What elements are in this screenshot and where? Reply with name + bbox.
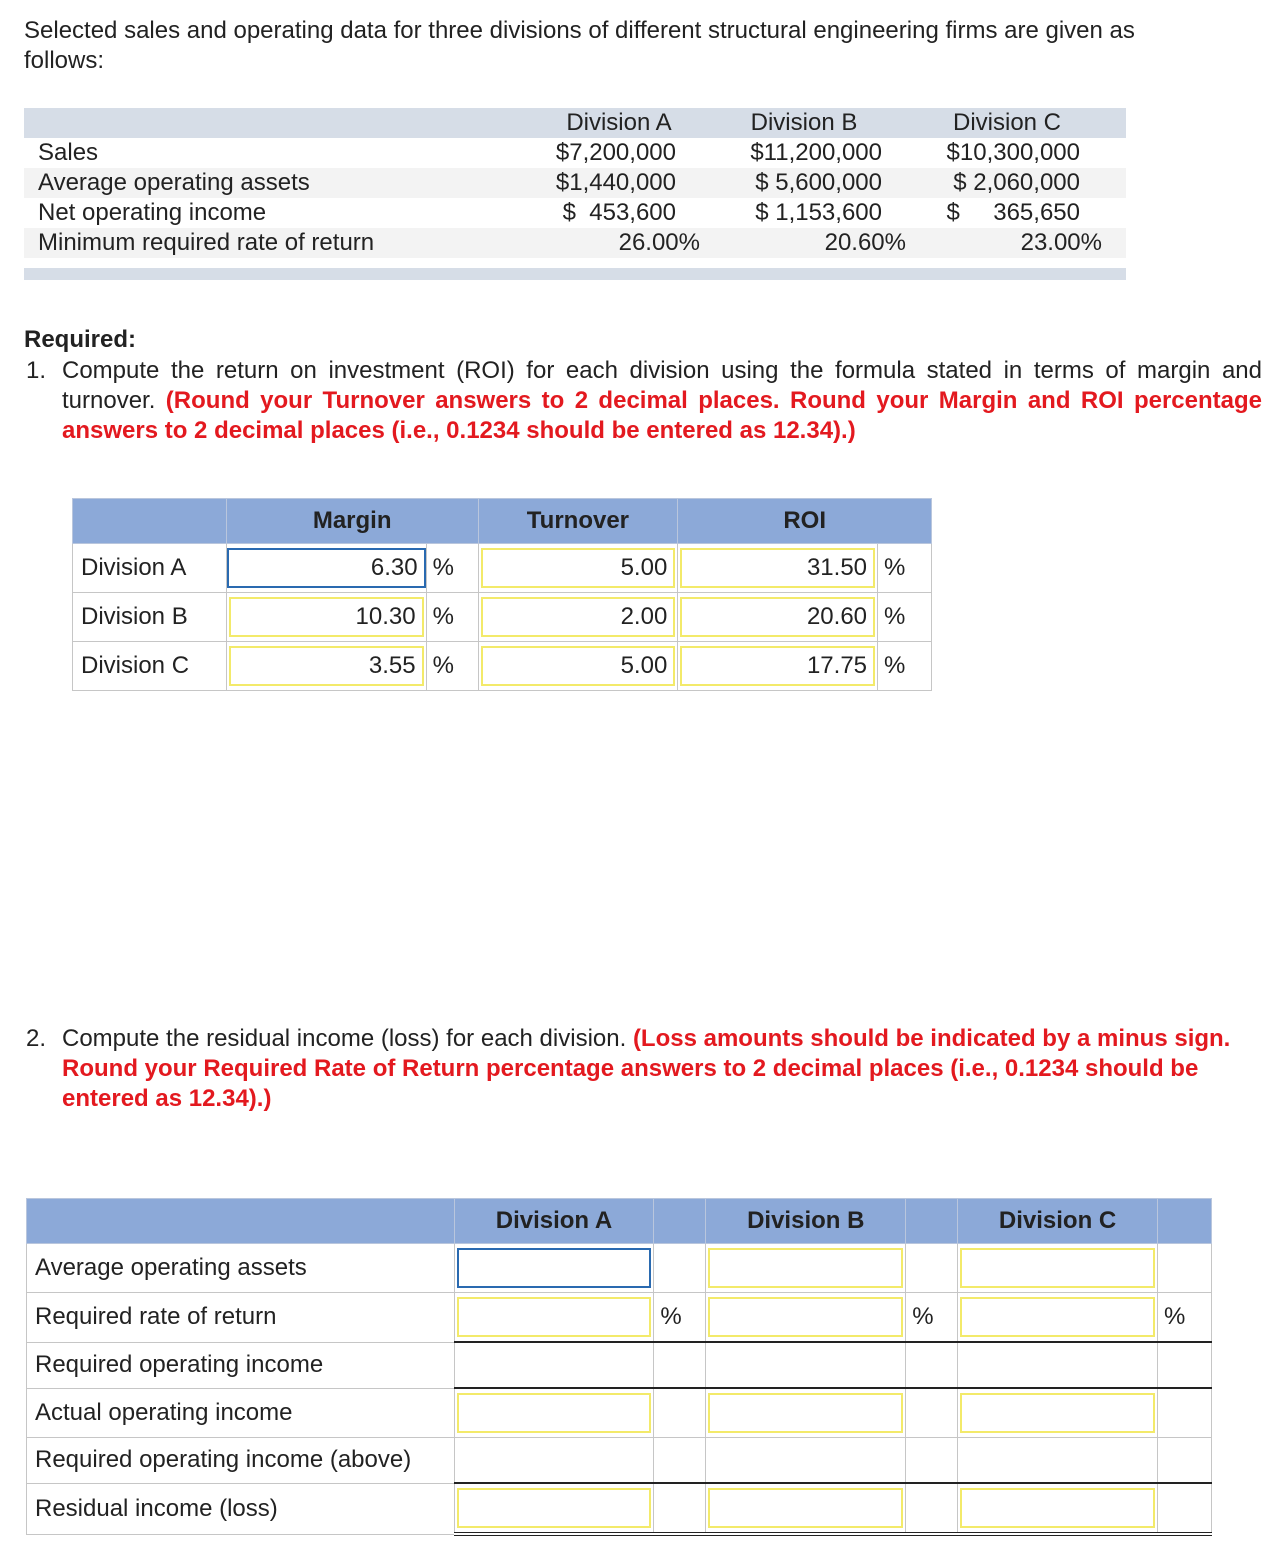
table-row bbox=[27, 1293, 1212, 1343]
residual-income-input-b[interactable] bbox=[708, 1488, 903, 1528]
turnover-input-b[interactable]: 2.00 bbox=[481, 597, 676, 637]
assets-input-b[interactable] bbox=[708, 1248, 903, 1288]
header-division-c: Division C bbox=[958, 1199, 1158, 1244]
value-b: $ 5,600,000 bbox=[755, 169, 882, 196]
header-blank bbox=[27, 1199, 455, 1244]
value-a: $7,200,000 bbox=[555, 139, 676, 166]
roi-table-header bbox=[73, 499, 932, 544]
residual-income-input-a[interactable] bbox=[457, 1488, 652, 1528]
percent-sign: % bbox=[878, 544, 932, 593]
computed-above-c bbox=[958, 1438, 1158, 1484]
data-row-min-return bbox=[24, 228, 1126, 258]
header-division-b: Division B bbox=[706, 1199, 906, 1244]
q2-instruction: Compute the residual income (loss) for each division. bbox=[62, 1025, 627, 1052]
label-actual-operating-income: Actual operating income bbox=[27, 1388, 455, 1438]
percent-sign: % bbox=[906, 1293, 958, 1343]
required-title: Required: bbox=[24, 326, 137, 353]
label-average-operating-assets: Average operating assets bbox=[27, 1244, 455, 1293]
label-required-operating-income: Required operating income bbox=[27, 1342, 455, 1388]
margin-input-a[interactable]: 6.30 bbox=[227, 548, 426, 588]
data-row-assets bbox=[24, 168, 1126, 198]
row-label-division-a: Division A bbox=[73, 544, 227, 593]
q1-number: 1. bbox=[26, 357, 47, 384]
roi-input-a[interactable]: 31.50 bbox=[680, 548, 875, 588]
computed-required-income-a bbox=[454, 1342, 654, 1388]
value-c: $ 2,060,000 bbox=[953, 169, 1080, 196]
value-a: $ 453,600 bbox=[562, 199, 676, 226]
row-label: Minimum required rate of return bbox=[38, 229, 375, 256]
data-table-footer-band bbox=[24, 268, 1126, 280]
row-label: Average operating assets bbox=[38, 169, 310, 196]
assets-input-c[interactable] bbox=[960, 1248, 1155, 1288]
label-required-rate-of-return: Required rate of return bbox=[27, 1293, 455, 1343]
margin-input-c[interactable]: 3.55 bbox=[229, 646, 424, 686]
rate-input-b[interactable] bbox=[708, 1297, 903, 1337]
q2-rounding-note: (Loss amounts should be indicated by a minus sign. Round your Required Rate of Return percentage answers to 2 decimal places (i.e., 0.1234 should be entered as 12.34).) bbox=[62, 1025, 1231, 1112]
value-a: 26.00% bbox=[618, 229, 700, 256]
header-roi: ROI bbox=[678, 499, 932, 544]
computed-required-income-c bbox=[958, 1342, 1158, 1388]
computed-required-income-b bbox=[706, 1342, 906, 1388]
percent-sign: % bbox=[878, 593, 932, 642]
label-required-operating-income-above: Required operating income (above) bbox=[27, 1438, 455, 1484]
label-residual-income-loss: Residual income (loss) bbox=[27, 1483, 455, 1534]
assets-input-a[interactable] bbox=[457, 1248, 652, 1288]
percent-sign: % bbox=[654, 1293, 706, 1343]
turnover-input-a[interactable]: 5.00 bbox=[481, 548, 676, 588]
roi-table bbox=[72, 498, 932, 691]
header-division-a: Division A bbox=[566, 109, 672, 136]
intro-text: Selected sales and operating data for three divisions of different structural engineering firms are given as follows: bbox=[24, 17, 1135, 74]
table-row bbox=[27, 1388, 1212, 1438]
value-b: $ 1,153,600 bbox=[755, 199, 882, 226]
rate-input-c[interactable] bbox=[960, 1297, 1155, 1337]
percent-sign: % bbox=[1157, 1293, 1211, 1343]
row-label-division-c: Division C bbox=[73, 642, 227, 691]
table-row bbox=[27, 1438, 1212, 1484]
turnover-input-c[interactable]: 5.00 bbox=[481, 646, 676, 686]
percent-sign: % bbox=[426, 544, 478, 593]
value-c: $10,300,000 bbox=[946, 139, 1080, 166]
margin-input-b[interactable]: 10.30 bbox=[229, 597, 424, 637]
actual-income-input-b[interactable] bbox=[708, 1393, 903, 1433]
computed-above-b bbox=[706, 1438, 906, 1484]
ri-table-header bbox=[27, 1199, 1212, 1244]
header-division-b: Division B bbox=[750, 109, 858, 136]
residual-income-table bbox=[26, 1198, 1212, 1536]
table-row bbox=[27, 1342, 1212, 1388]
value-c: $ 365,650 bbox=[946, 199, 1080, 226]
computed-above-a bbox=[454, 1438, 654, 1484]
value-a: $1,440,000 bbox=[555, 169, 676, 196]
q1-instruction: Compute the return on investment (ROI) for each division using the formula stated in terms of margin and turnover. bbox=[62, 357, 1262, 414]
header-blank bbox=[73, 499, 227, 544]
row-label-division-b: Division B bbox=[73, 593, 227, 642]
header-division-c: Division C bbox=[952, 109, 1062, 136]
header-gap bbox=[1157, 1199, 1211, 1244]
residual-income-input-c[interactable] bbox=[960, 1488, 1155, 1528]
roi-input-c[interactable]: 17.75 bbox=[680, 646, 875, 686]
table-row bbox=[73, 593, 932, 642]
data-row-sales bbox=[24, 138, 1126, 168]
header-margin: Margin bbox=[226, 499, 478, 544]
q1-rounding-note: (Round your Turnover answers to 2 decimal places. Round your Margin and ROI percentage answers to 2 decimal places (i.e., 0.1234 should be entered as 12.34).) bbox=[62, 387, 1263, 444]
percent-sign: % bbox=[878, 642, 932, 691]
table-row bbox=[73, 544, 932, 593]
q1-text bbox=[62, 356, 1262, 446]
header-gap bbox=[654, 1199, 706, 1244]
percent-sign: % bbox=[426, 593, 478, 642]
q2-number: 2. bbox=[26, 1025, 47, 1052]
header-turnover: Turnover bbox=[478, 499, 678, 544]
data-row-noi bbox=[24, 198, 1126, 228]
data-table-header-band bbox=[24, 108, 1126, 138]
roi-input-b[interactable]: 20.60 bbox=[680, 597, 875, 637]
row-label: Sales bbox=[38, 139, 99, 166]
value-b: $11,200,000 bbox=[750, 139, 882, 166]
actual-income-input-c[interactable] bbox=[960, 1393, 1155, 1433]
value-b: 20.60% bbox=[824, 229, 906, 256]
rate-input-a[interactable] bbox=[457, 1297, 652, 1337]
actual-income-input-a[interactable] bbox=[457, 1393, 652, 1433]
q2-text bbox=[62, 1024, 1262, 1114]
table-row bbox=[27, 1483, 1212, 1534]
header-gap bbox=[906, 1199, 958, 1244]
percent-sign: % bbox=[426, 642, 478, 691]
value-c: 23.00% bbox=[1020, 229, 1102, 256]
row-label: Net operating income bbox=[38, 199, 267, 226]
header-division-a: Division A bbox=[454, 1199, 654, 1244]
table-row bbox=[27, 1244, 1212, 1293]
table-row bbox=[73, 642, 932, 691]
